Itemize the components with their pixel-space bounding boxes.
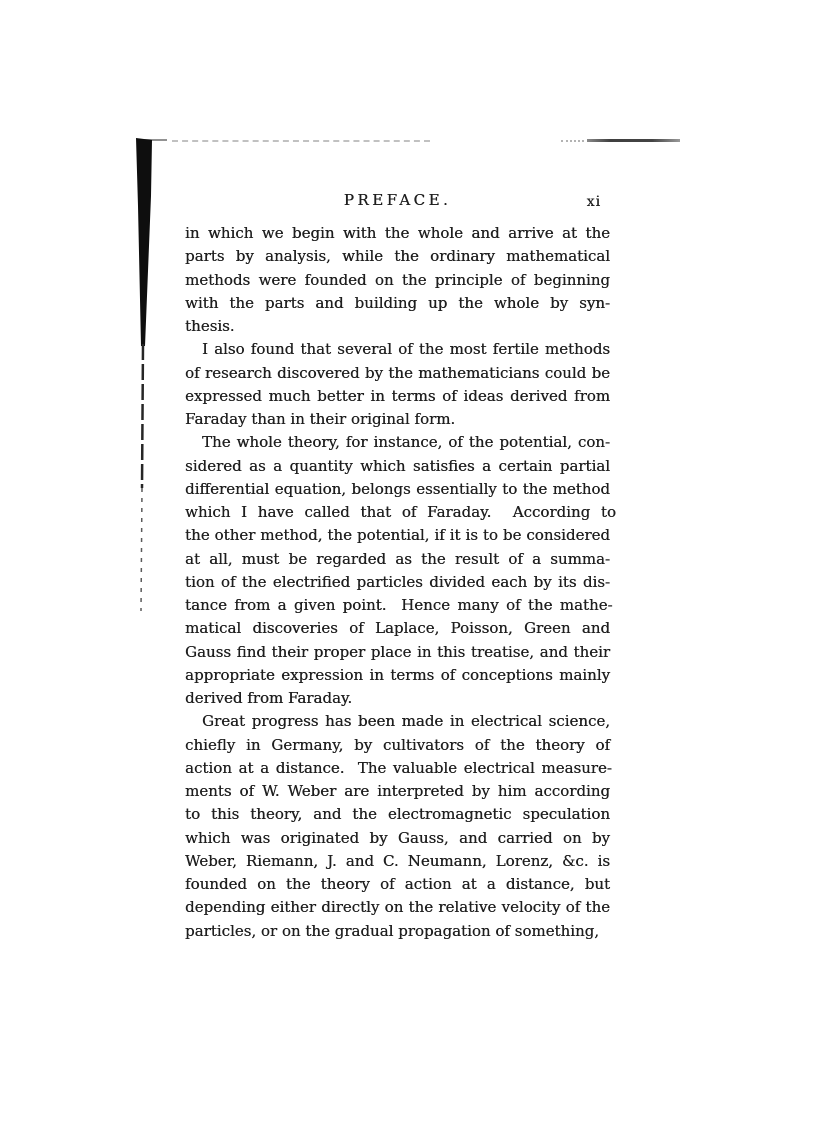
text-line: matical discoveries of Laplace, Poisson, Green and [185, 619, 610, 638]
text-line: action at a distance. The valuable electrical measure- [185, 758, 612, 777]
text-line: the other method, the potential, if it is to be considered [185, 526, 610, 545]
text-line: in which we begin with the whole and arrive at the [185, 224, 610, 242]
text-line: The whole theory, for instance, of the potential, con- [202, 433, 610, 452]
scan-line-artifact [137, 139, 167, 141]
text-line: depending either directly on the relative velocity of the [185, 898, 610, 917]
text-line: particles, or on the gradual propagation of something, [185, 921, 599, 940]
scan-line-artifact [587, 139, 680, 142]
text-line: methods were founded on the principle of beginning [185, 270, 610, 289]
page-number: xi [586, 194, 601, 210]
text-line: with the parts and building up the whole by syn- [185, 293, 610, 312]
text-line: thesis. [185, 317, 235, 335]
text-line: at all, must be regarded as the result of a summa- [185, 549, 610, 568]
text-line: derived from Faraday. [185, 689, 353, 707]
text-line: differential equation, belongs essentially to the method [185, 479, 610, 498]
text-line: chiefly in Germany, by cultivators of the theory of [185, 735, 610, 754]
text-line: tance from a given point. Hence many of the mathe- [185, 596, 613, 614]
paragraph [185, 222, 610, 338]
text-line: to this theory, and the electromagnetic speculation [185, 805, 610, 824]
text-block [185, 222, 616, 943]
scan-line-artifact [561, 140, 584, 142]
text-line: sidered as a quantity which satisfies a certain partial [185, 456, 610, 475]
paragraph [185, 710, 610, 943]
text-line: tion of the electrified particles divided each by its dis- [185, 572, 610, 591]
paragraph [185, 431, 616, 710]
page-header [185, 191, 610, 222]
text-line: Weber, Riemann, J. and C. Neumann, Lorenz, &c. is [185, 851, 610, 870]
text-line: ments of W. Weber are interpreted by him according [185, 782, 610, 800]
text-line: Gauss find their proper place in this treatise, and their [185, 642, 610, 661]
binding-shadow-artifact [132, 136, 158, 681]
text-column [185, 191, 616, 943]
paragraph [185, 338, 610, 431]
scan-line-artifact [172, 140, 430, 142]
text-line: which was originated by Gauss, and carried on by [185, 828, 610, 847]
text-line: parts by analysis, while the ordinary mathematical [185, 247, 610, 266]
page-title: PREFACE. [343, 191, 452, 209]
text-line: which I have called that of Faraday. According to [185, 503, 616, 521]
text-line: expressed much better in terms of ideas derived from [185, 386, 610, 405]
text-line: Great progress has been made in electrical science, [202, 712, 610, 731]
text-line: founded on the theory of action at a distance, but [185, 875, 610, 893]
text-line: appropriate expression in terms of conceptions mainly [185, 665, 610, 684]
text-line: I also found that several of the most fertile methods [202, 340, 610, 359]
text-line: Faraday than in their original form. [185, 410, 456, 428]
text-line: of research discovered by the mathematicians could be [185, 363, 610, 382]
